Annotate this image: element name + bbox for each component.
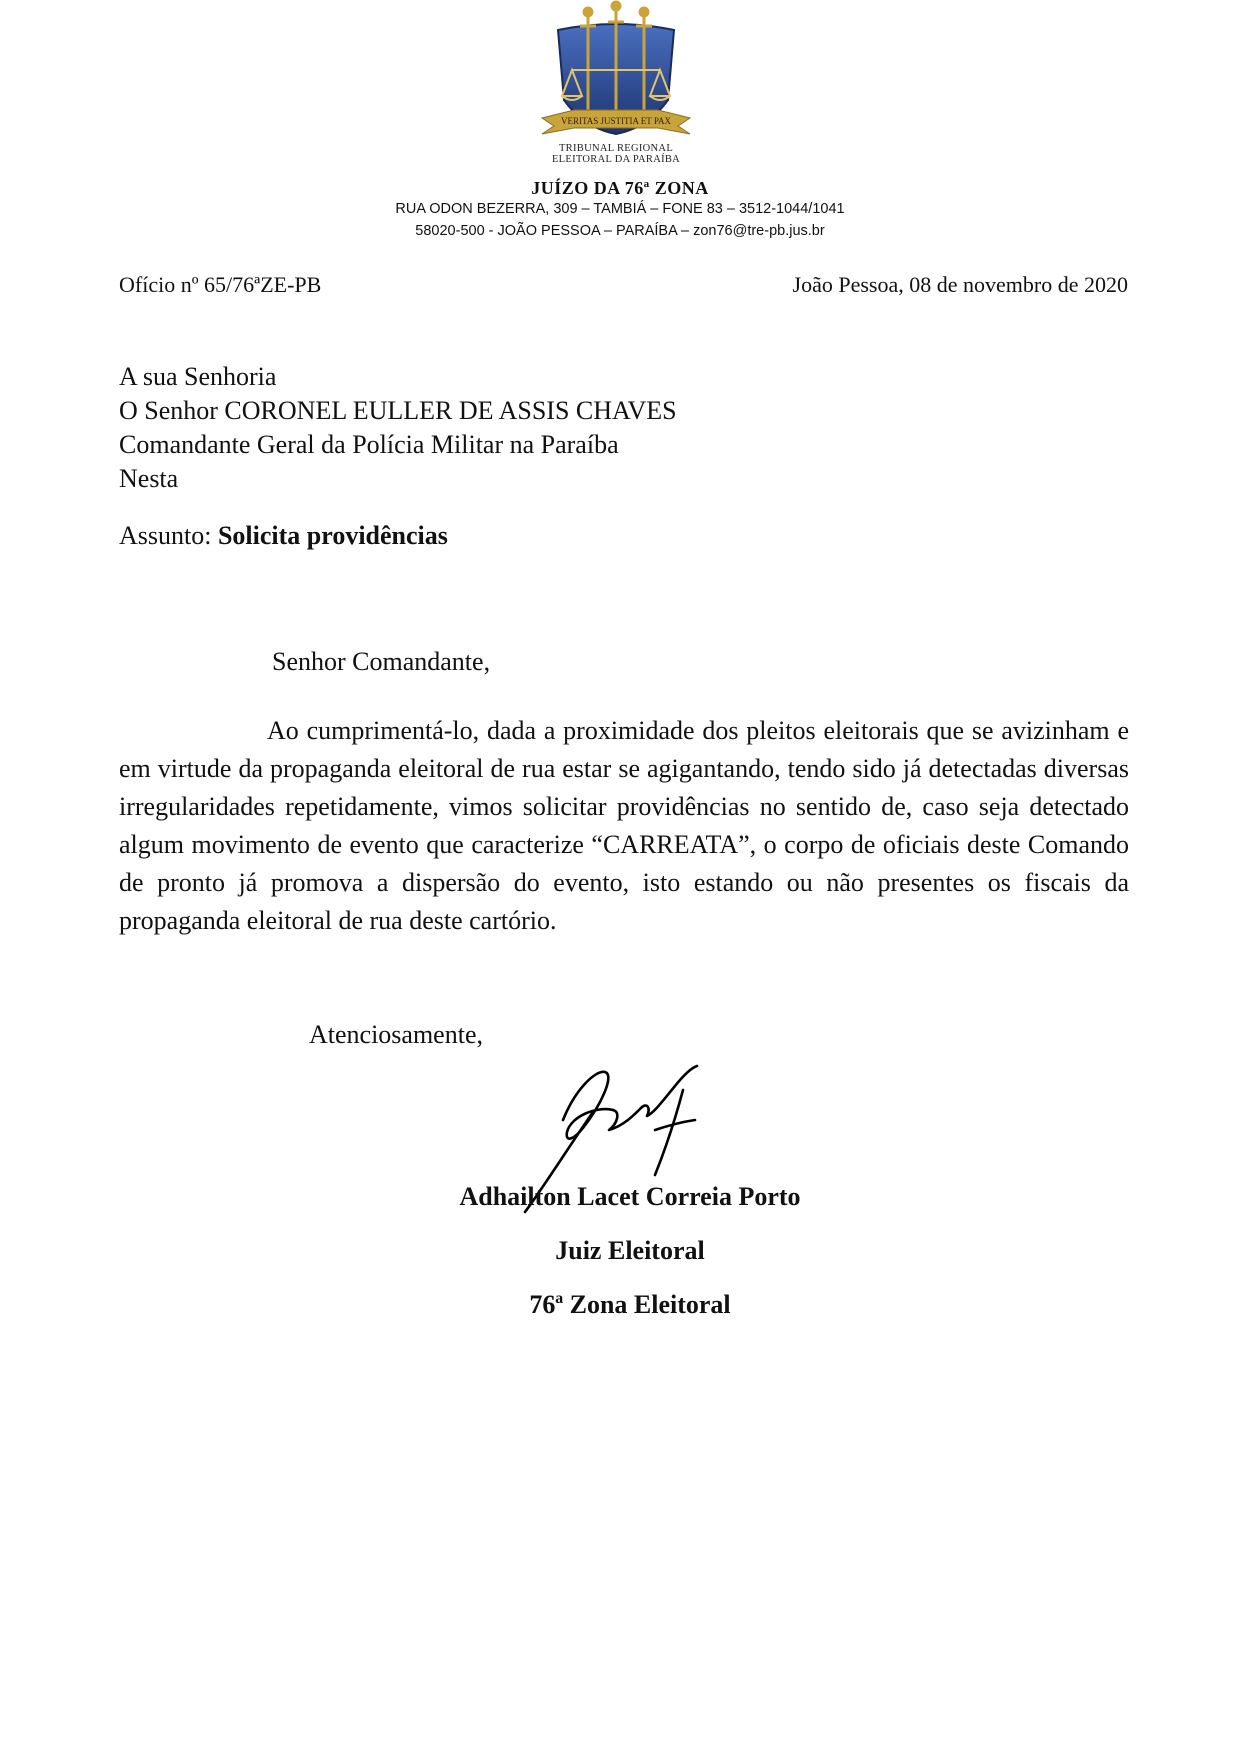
recipient-line-2: O Senhor CORONEL EULLER DE ASSIS CHAVES: [119, 396, 677, 425]
subject-line: [119, 521, 448, 551]
closing: Atenciosamente,: [309, 1020, 483, 1049]
recipient-line-1: A sua Senhoria: [119, 362, 277, 391]
court-name: JUÍZO DA 76ª ZONA: [531, 178, 709, 198]
document-date: João Pessoa, 08 de novembro de 2020: [792, 272, 1128, 297]
recipient-line-4: Nesta: [119, 464, 179, 493]
signer-name: Adhailton Lacet Correia Porto: [459, 1182, 801, 1211]
address-line-1: RUA ODON BEZERRA, 309 – TAMBIÁ – FONE 83 – 3512-1044/1041: [395, 201, 845, 217]
signer-zone: 76ª Zona Eleitoral: [529, 1290, 731, 1319]
salutation: Senhor Comandante,: [272, 647, 491, 676]
address-line-2: 58020-500 - JOÃO PESSOA – PARAÍBA – zon76@tre-pb.jus.br: [415, 223, 825, 239]
subject-value: Solicita providências: [217, 521, 448, 550]
document-reference: Ofício nº 65/76ªZE-PB: [119, 272, 322, 297]
signer-title: Juiz Eleitoral: [555, 1236, 705, 1265]
seal-caption-line1: TRIBUNAL REGIONAL: [558, 143, 674, 154]
seal-motto: VERITAS JUSTITIA ET PAX: [560, 116, 672, 126]
seal-caption-line2: ELEITORAL DA PARAÍBA: [551, 154, 681, 165]
seal-caption: [528, 143, 704, 165]
subject-label: Assunto:: [119, 521, 212, 550]
body-paragraph: Ao cumprimentá-lo, dada a proximidade dos pleitos eleitorais que se avizinham e em virtude da propaganda eleitoral de rua estar se agigantando, tendo sido já detectadas diversas irregularidades repetidamente, vimos solicitar providências no sentido de, caso seja detectado algum movimento de evento que caracterize “CARREATA”, o corpo de oficiais deste Comando de pronto já promova a dispersão do evento, isto estando ou não presentes os fiscais da propaganda eleitoral de rua deste cartório.: [119, 716, 1129, 935]
recipient-line-3: Comandante Geral da Polícia Militar na Paraíba: [119, 430, 619, 459]
